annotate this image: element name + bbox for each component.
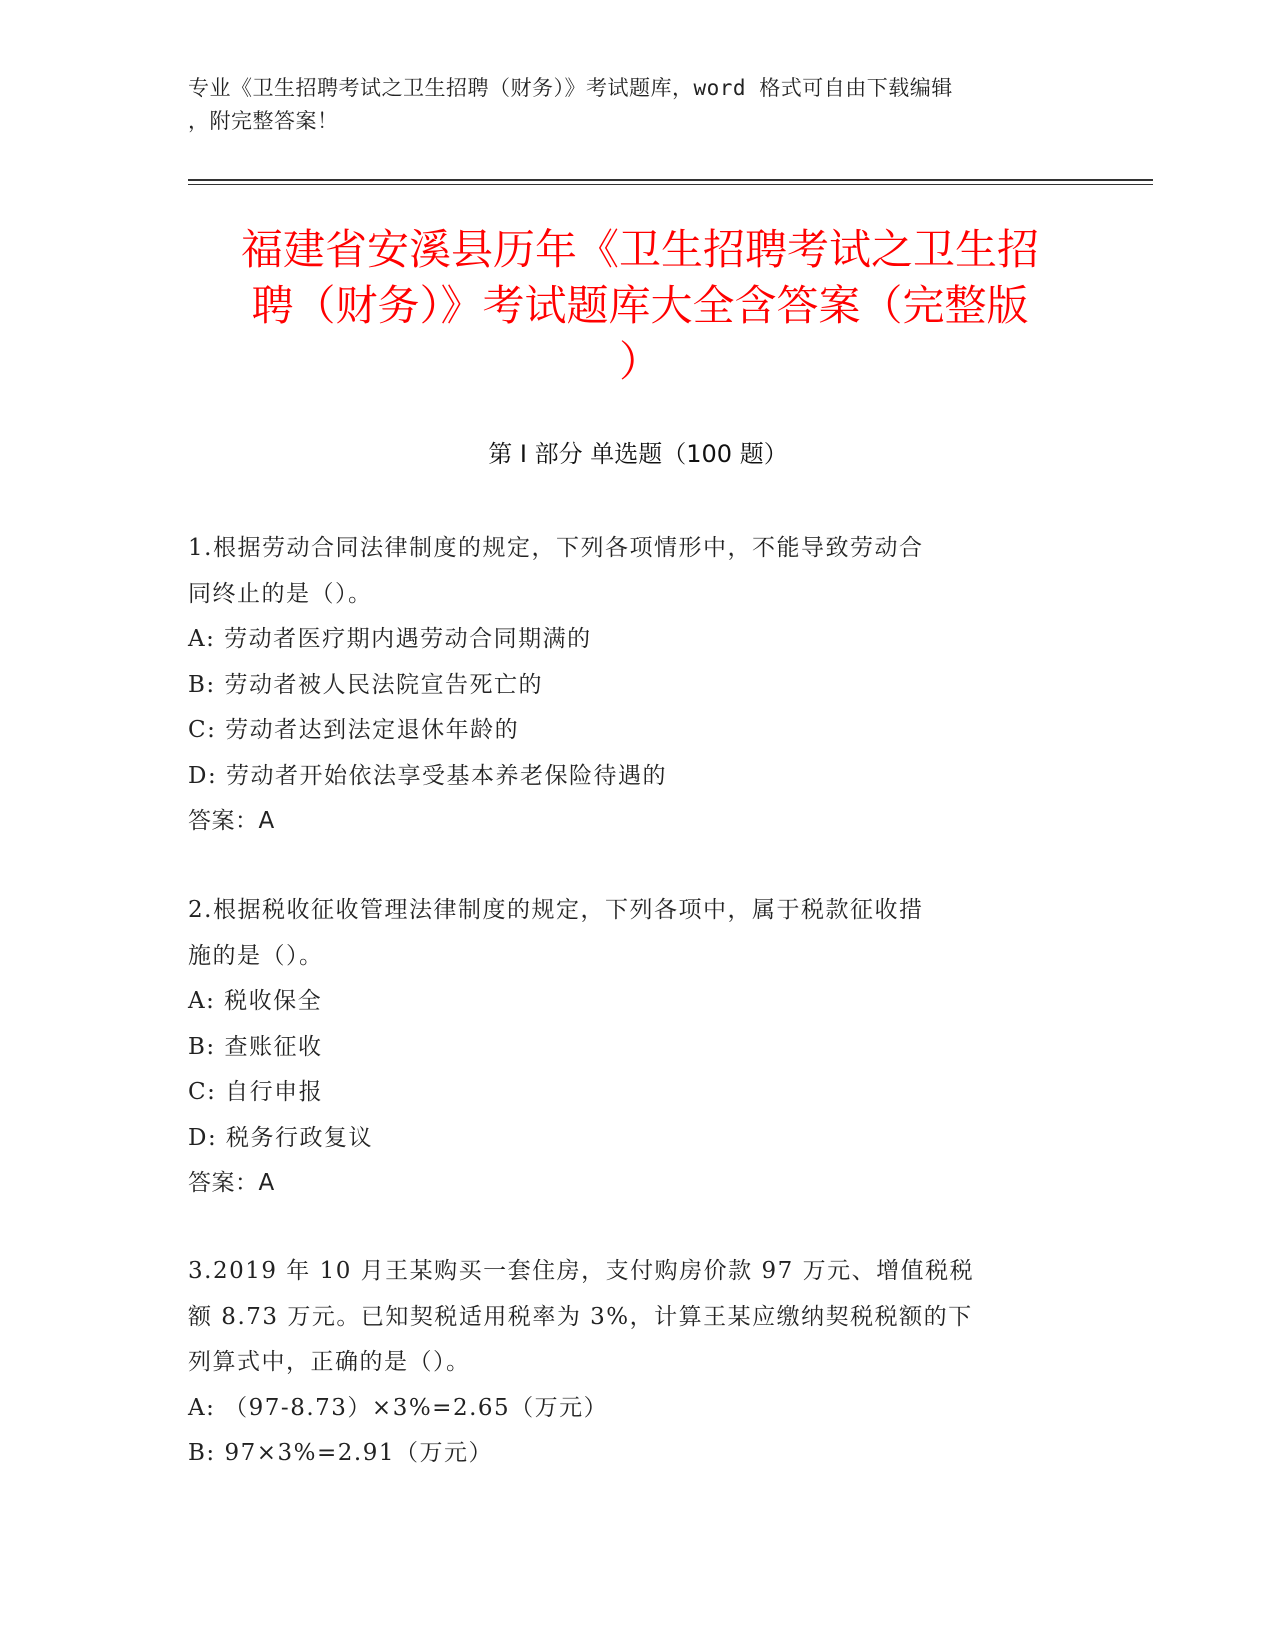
header-divider-thin bbox=[188, 184, 1153, 185]
answer-label: 答案：A bbox=[188, 808, 275, 834]
question-stem: 列算式中，正确的是（）。 bbox=[188, 1349, 471, 1375]
option-b: B: 97×3%=2.91（万元） bbox=[188, 1440, 493, 1466]
option-c: C: 自行申报 bbox=[188, 1079, 324, 1105]
document-title-line: ） bbox=[618, 337, 661, 386]
question-stem: 2.根据税收征收管理法律制度的规定，下列各项中，属于税款征收措 bbox=[188, 897, 924, 923]
section-heading: 第 I 部分 单选题（100 题） bbox=[488, 440, 788, 468]
document-title-line: 福建省安溪县历年《卫生招聘考试之卫生招 bbox=[240, 225, 1039, 274]
answer-label: 答案：A bbox=[188, 1170, 275, 1196]
option-a: A: 劳动者医疗期内遇劳动合同期满的 bbox=[188, 626, 592, 652]
question-stem: 同终止的是（）。 bbox=[188, 580, 373, 607]
header-divider bbox=[188, 179, 1153, 181]
question-stem: 1.根据劳动合同法律制度的规定，下列各项情形中，不能导致劳动合 bbox=[188, 535, 924, 561]
document-title-line: 聘（财务）》考试题库大全含答案（完整版 bbox=[251, 281, 1029, 330]
document-title bbox=[190, 222, 1090, 390]
option-d: D: 劳动者开始依法享受基本养老保险待遇的 bbox=[188, 762, 668, 789]
header-note-line: 专业《卫生招聘考试之卫生招聘（财务）》考试题库，word 格式可自由下载编辑 bbox=[188, 76, 953, 100]
question-stem: 额 8.73 万元。已知契税适用税率为 3%，计算王某应缴纳契税税额的下 bbox=[188, 1303, 973, 1330]
question-stem: 3.2019 年 10 月王某购买一套住房，支付购房价款 97 万元、增值税税 bbox=[188, 1258, 975, 1284]
question-stem: 施的是（）。 bbox=[188, 942, 324, 969]
option-b: B: 劳动者被人民法院宣告死亡的 bbox=[188, 671, 543, 698]
header-note bbox=[188, 72, 1088, 138]
option-a: A: （97-8.73）×3%=2.65（万元） bbox=[188, 1394, 609, 1421]
question-block bbox=[188, 526, 1088, 845]
option-d: D: 税务行政复议 bbox=[188, 1124, 374, 1151]
option-a: A: 税收保全 bbox=[188, 988, 323, 1014]
option-b: B: 查账征收 bbox=[188, 1033, 323, 1060]
option-c: C: 劳动者达到法定退休年龄的 bbox=[188, 717, 520, 743]
question-block bbox=[188, 1249, 1088, 1477]
question-block bbox=[188, 888, 1088, 1207]
header-note-line: ，附完整答案！ bbox=[188, 109, 339, 133]
